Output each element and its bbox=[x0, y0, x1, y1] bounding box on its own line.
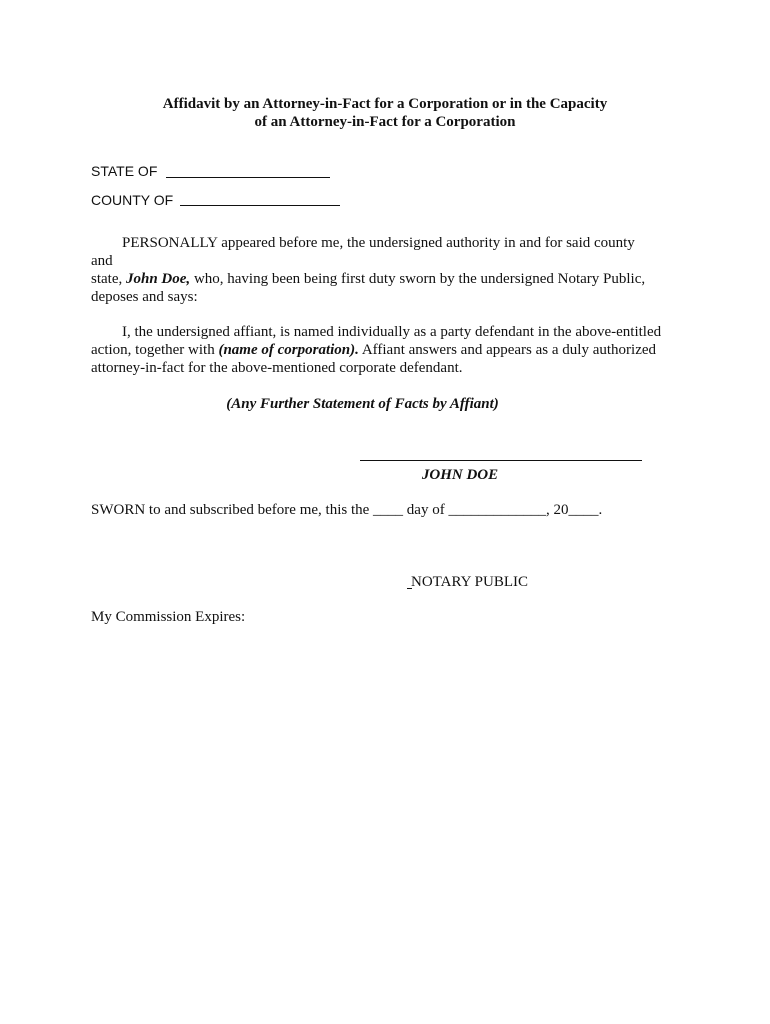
paragraph-2-line-1: I, the undersigned affiant, is named individually as a party defendant in the above-entitled bbox=[122, 324, 662, 340]
commission-expires-label: My Commission Expires: bbox=[91, 609, 246, 625]
paragraph-1-line-1: PERSONALLY appeared before me, the undersigned authority in and for said county bbox=[122, 235, 635, 251]
paragraph-1-line-4: deposes and says: bbox=[91, 289, 198, 305]
notary-public-label: NOTARY PUBLIC bbox=[411, 574, 529, 590]
sworn-month-blank: _____________ bbox=[448, 502, 546, 518]
further-statement-placeholder: (Any Further Statement of Facts by Affiant) bbox=[226, 396, 499, 412]
sworn-part-2: day of bbox=[403, 502, 449, 518]
corporation-name-placeholder: (name of corporation). bbox=[218, 342, 359, 358]
sworn-year-blank: ____ bbox=[568, 502, 599, 518]
affiant-signature-line bbox=[360, 460, 642, 461]
county-field bbox=[91, 191, 173, 209]
affiant-name-inline: John Doe, bbox=[126, 271, 191, 287]
document-title-line-2: of an Attorney-in-Fact for a Corporation bbox=[254, 114, 516, 130]
state-label: STATE OF bbox=[91, 163, 158, 179]
paragraph-1-line-3-rest: who, having been being first duty sworn by the undersigned Notary Public, bbox=[190, 271, 646, 287]
sworn-part-4: . bbox=[598, 502, 603, 518]
state-blank-line bbox=[166, 177, 330, 178]
sworn-day-blank: ____ bbox=[373, 502, 404, 518]
document-title-line-1: Affidavit by an Attorney-in-Fact for a Corporation or in the Capacity bbox=[162, 96, 608, 112]
sworn-part-3: , 20 bbox=[545, 502, 569, 518]
state-field bbox=[91, 162, 157, 180]
paragraph-2-line-2-prefix: action, together with bbox=[91, 342, 219, 358]
paragraph-1-line-3-prefix: state, bbox=[91, 271, 126, 287]
affiant-signature-name: JOHN DOE bbox=[421, 467, 499, 483]
county-label: COUNTY OF bbox=[91, 192, 174, 208]
sworn-part-1: SWORN to and subscribed before me, this the bbox=[91, 502, 374, 518]
paragraph-1-line-2: and bbox=[91, 253, 113, 269]
sworn-statement bbox=[91, 501, 691, 519]
paragraph-2-line-2 bbox=[91, 341, 691, 359]
paragraph-2-line-3: attorney-in-fact for the above-mentioned corporate defendant. bbox=[91, 360, 463, 376]
paragraph-1-line-3 bbox=[91, 270, 691, 288]
county-blank-line bbox=[180, 205, 340, 206]
paragraph-2-line-2-rest: Affiant answers and appears as a duly authorized bbox=[358, 342, 657, 358]
